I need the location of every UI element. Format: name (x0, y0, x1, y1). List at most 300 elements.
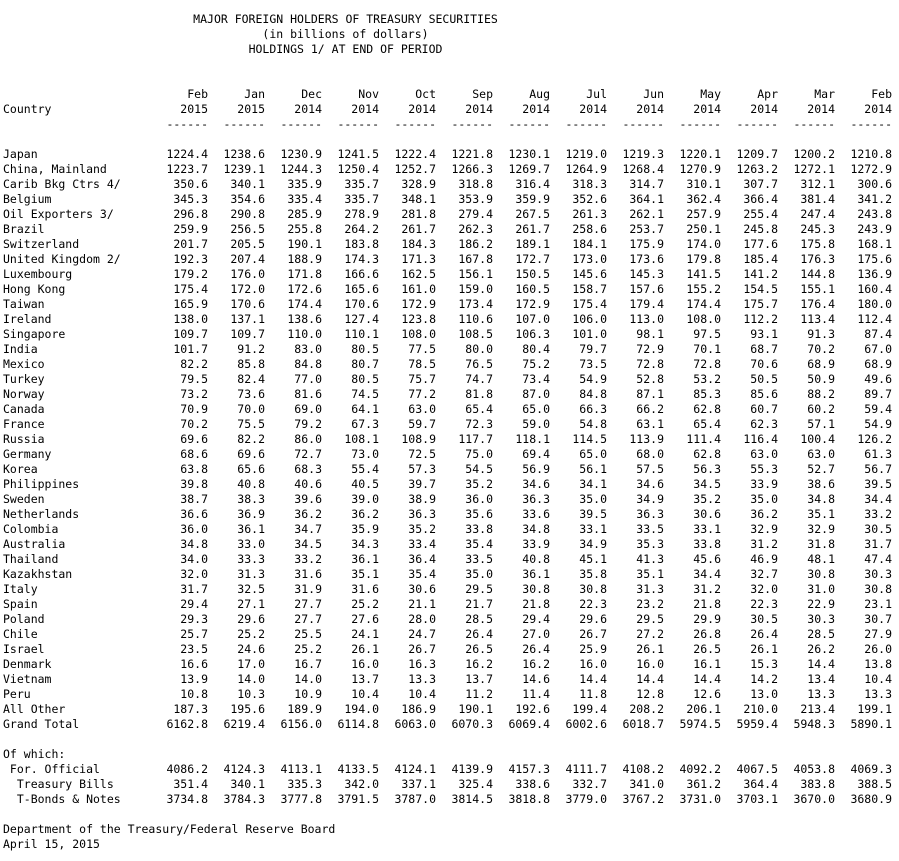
country-name: Grand Total (3, 717, 80, 731)
holding-value: 1222.4 (394, 147, 436, 161)
holding-value: 167.8 (458, 252, 493, 266)
holding-value: 59.4 (864, 402, 892, 416)
column-month-label: Dec (301, 87, 322, 101)
table-row (3, 312, 896, 327)
holding-value: 73.0 (351, 447, 379, 461)
holding-value: 3767.2 (622, 792, 664, 806)
holding-value: 3818.8 (508, 792, 550, 806)
holding-value: 87.0 (522, 387, 550, 401)
column-header-rule: ------ (793, 117, 835, 131)
holding-value: 24.6 (237, 642, 265, 656)
holding-value: 70.0 (237, 402, 265, 416)
holding-value: 68.9 (864, 357, 892, 371)
holding-value: 353.9 (458, 192, 493, 206)
column-month-label: Jun (643, 87, 664, 101)
holding-value: 6162.8 (166, 717, 208, 731)
holding-value: 108.9 (401, 432, 436, 446)
holding-value: 73.4 (522, 372, 550, 386)
holding-value: 332.7 (572, 777, 607, 791)
holding-value: 206.1 (686, 702, 721, 716)
holding-value: 67.3 (351, 417, 379, 431)
holding-value: 13.3 (807, 687, 835, 701)
holding-value: 30.8 (522, 582, 550, 596)
column-year-label: 2014 (579, 102, 607, 116)
holding-value: 55.3 (750, 462, 778, 476)
holding-value: 26.4 (465, 627, 493, 641)
country-name: Poland (3, 612, 45, 626)
table-row (3, 267, 896, 282)
column-month-label: Sep (472, 87, 493, 101)
table-row (3, 582, 896, 597)
holding-value: 185.4 (743, 252, 778, 266)
column-year-label: 2014 (864, 102, 892, 116)
column-year-label: 2014 (636, 102, 664, 116)
column-month-label: Oct (415, 87, 436, 101)
holding-value: 22.9 (807, 597, 835, 611)
holding-value: 351.4 (173, 777, 208, 791)
holding-value: 101.0 (572, 327, 607, 341)
holding-value: 33.3 (237, 552, 265, 566)
holding-value: 10.4 (408, 687, 436, 701)
country-name: Hong Kong (3, 282, 66, 296)
holding-value: 29.4 (522, 612, 550, 626)
holding-value: 1200.2 (793, 147, 835, 161)
holding-value: 52.8 (636, 372, 664, 386)
holding-value: 56.7 (864, 462, 892, 476)
holding-value: 47.4 (864, 552, 892, 566)
holding-value: 13.7 (465, 672, 493, 686)
holding-value: 174.0 (686, 237, 721, 251)
holding-value: 13.3 (864, 687, 892, 701)
holding-value: 36.2 (294, 507, 322, 521)
holding-value: 190.1 (287, 237, 322, 251)
holding-value: 34.4 (864, 492, 892, 506)
holding-value: 201.7 (173, 237, 208, 251)
of-which-row (3, 762, 896, 777)
column-year-label: 2014 (408, 102, 436, 116)
holding-value: 247.4 (800, 207, 835, 221)
holding-value: 53.2 (693, 372, 721, 386)
table-row (3, 672, 896, 687)
holding-value: 3731.0 (679, 792, 721, 806)
column-month-label: Jul (586, 87, 607, 101)
country-name: India (3, 342, 38, 356)
holding-value: 33.2 (294, 552, 322, 566)
holding-value: 72.8 (693, 357, 721, 371)
country-name: Vietnam (3, 672, 52, 686)
holding-value: 62.8 (693, 447, 721, 461)
holding-value: 261.3 (572, 207, 607, 221)
country-name: Australia (3, 537, 66, 551)
holding-value: 75.2 (522, 357, 550, 371)
holding-value: 84.8 (579, 387, 607, 401)
holding-value: 68.9 (807, 357, 835, 371)
holding-value: 176.3 (800, 252, 835, 266)
holding-value: 10.4 (864, 672, 892, 686)
holding-value: 258.6 (572, 222, 607, 236)
report-document (3, 12, 896, 852)
holding-value: 184.3 (401, 237, 436, 251)
table-row (3, 612, 896, 627)
holding-value: 98.1 (636, 327, 664, 341)
holding-value: 6219.4 (223, 717, 265, 731)
table-row (3, 537, 896, 552)
holding-value: 55.4 (351, 462, 379, 476)
holding-value: 156.1 (458, 267, 493, 281)
holding-value: 34.5 (294, 537, 322, 551)
holding-value: 34.5 (693, 477, 721, 491)
holding-value: 144.8 (800, 267, 835, 281)
holding-value: 33.8 (693, 537, 721, 551)
table-row (3, 447, 896, 462)
holding-value: 250.1 (686, 222, 721, 236)
holding-value: 72.9 (636, 342, 664, 356)
table-row (3, 687, 896, 702)
holding-value: 318.8 (458, 177, 493, 191)
holding-value: 300.6 (857, 177, 892, 191)
holding-value: 85.3 (693, 387, 721, 401)
holding-value: 1238.6 (223, 147, 265, 161)
holding-value: 350.6 (173, 177, 208, 191)
holding-value: 172.9 (401, 297, 436, 311)
holding-value: 91.2 (237, 342, 265, 356)
holding-value: 183.8 (344, 237, 379, 251)
holding-value: 16.7 (294, 657, 322, 671)
holding-value: 210.0 (743, 702, 778, 716)
column-year-label: 2014 (522, 102, 550, 116)
country-name: Peru (3, 687, 31, 701)
holding-value: 54.9 (579, 372, 607, 386)
holding-value: 38.7 (180, 492, 208, 506)
table-row (3, 717, 896, 732)
holding-value: 34.6 (522, 477, 550, 491)
holding-value: 50.5 (750, 372, 778, 386)
table-row (3, 522, 896, 537)
holding-value: 340.1 (230, 177, 265, 191)
holding-value: 16.0 (636, 657, 664, 671)
holding-value: 335.4 (287, 192, 322, 206)
table-row (3, 462, 896, 477)
holding-value: 33.2 (864, 507, 892, 521)
holding-value: 245.3 (800, 222, 835, 236)
holding-value: 26.5 (465, 642, 493, 656)
holding-value: 35.0 (465, 567, 493, 581)
holding-value: 192.3 (173, 252, 208, 266)
holding-value: 116.4 (743, 432, 778, 446)
holding-value: 31.9 (294, 582, 322, 596)
holding-value: 110.1 (344, 327, 379, 341)
holding-value: 40.8 (237, 477, 265, 491)
column-header-rule: ------ (622, 117, 664, 131)
holding-value: 31.0 (807, 582, 835, 596)
column-header-rule: ------ (451, 117, 493, 131)
holding-value: 4124.3 (223, 762, 265, 776)
holding-value: 25.9 (579, 642, 607, 656)
holding-value: 162.5 (401, 267, 436, 281)
holding-value: 70.2 (807, 342, 835, 356)
holding-value: 157.6 (629, 282, 664, 296)
column-month-label: May (700, 87, 721, 101)
holding-value: 22.3 (750, 597, 778, 611)
holding-value: 296.8 (173, 207, 208, 221)
holding-value: 1239.1 (223, 162, 265, 176)
holding-value: 4113.1 (280, 762, 322, 776)
holdings-table (3, 147, 896, 732)
holding-value: 34.9 (579, 537, 607, 551)
holding-value: 388.5 (857, 777, 892, 791)
holding-value: 30.6 (408, 582, 436, 596)
country-name: Netherlands (3, 507, 80, 521)
holding-value: 30.5 (864, 522, 892, 536)
holding-value: 33.4 (408, 537, 436, 551)
report-title-block (0, 12, 792, 57)
holding-value: 93.1 (750, 327, 778, 341)
holding-value: 10.3 (237, 687, 265, 701)
holding-value: 325.4 (458, 777, 493, 791)
country-name: China, Mainland (3, 162, 107, 176)
holding-value: 17.0 (237, 657, 265, 671)
holding-value: 1210.8 (850, 147, 892, 161)
holding-value: 36.3 (522, 492, 550, 506)
holding-value: 79.7 (579, 342, 607, 356)
holding-value: 171.8 (287, 267, 322, 281)
holding-value: 3734.8 (166, 792, 208, 806)
holding-value: 338.6 (515, 777, 550, 791)
holding-value: 29.9 (693, 612, 721, 626)
holding-value: 57.5 (636, 462, 664, 476)
holding-value: 3787.0 (394, 792, 436, 806)
holding-value: 3779.0 (565, 792, 607, 806)
holding-value: 6063.0 (394, 717, 436, 731)
holding-value: 36.9 (237, 507, 265, 521)
holding-value: 29.5 (465, 582, 493, 596)
holding-value: 6114.8 (337, 717, 379, 731)
holding-value: 10.9 (294, 687, 322, 701)
holding-value: 30.5 (750, 612, 778, 626)
holding-value: 267.5 (515, 207, 550, 221)
holding-value: 13.0 (750, 687, 778, 701)
holding-value: 60.2 (807, 402, 835, 416)
of-which-row (3, 792, 896, 807)
holding-value: 1270.9 (679, 162, 721, 176)
holding-value: 4086.2 (166, 762, 208, 776)
holding-value: 337.1 (401, 777, 436, 791)
holding-value: 1272.1 (793, 162, 835, 176)
table-row (3, 492, 896, 507)
holding-value: 170.6 (344, 297, 379, 311)
holding-value: 48.1 (807, 552, 835, 566)
holding-value: 33.5 (636, 522, 664, 536)
holding-value: 14.4 (693, 672, 721, 686)
holding-value: 118.1 (515, 432, 550, 446)
release-date: April 15, 2015 (3, 837, 100, 851)
country-name: Turkey (3, 372, 45, 386)
holding-value: 166.6 (344, 267, 379, 281)
holding-value: 30.8 (579, 582, 607, 596)
holding-value: 29.4 (180, 597, 208, 611)
holding-value: 318.3 (572, 177, 607, 191)
holding-value: 281.8 (401, 207, 436, 221)
holding-value: 30.7 (864, 612, 892, 626)
holding-value: 31.3 (636, 582, 664, 596)
holding-value: 39.7 (408, 477, 436, 491)
of-which-table (3, 762, 896, 807)
column-header-rule: ------ (337, 117, 379, 131)
holding-value: 11.2 (465, 687, 493, 701)
column-year-label: 2014 (465, 102, 493, 116)
holding-value: 33.8 (465, 522, 493, 536)
holding-value: 175.8 (800, 237, 835, 251)
holding-value: 81.8 (465, 387, 493, 401)
table-row (3, 207, 896, 222)
holding-value: 70.6 (750, 357, 778, 371)
holding-value: 5974.5 (679, 717, 721, 731)
holding-value: 36.2 (750, 507, 778, 521)
holding-value: 73.5 (579, 357, 607, 371)
holding-value: 40.6 (294, 477, 322, 491)
holding-value: 82.4 (237, 372, 265, 386)
holding-value: 141.2 (743, 267, 778, 281)
holding-value: 207.4 (230, 252, 265, 266)
holding-value: 63.8 (180, 462, 208, 476)
country-name: Canada (3, 402, 45, 416)
holding-value: 27.1 (237, 597, 265, 611)
holding-value: 4108.2 (622, 762, 664, 776)
holding-value: 108.0 (686, 312, 721, 326)
holding-value: 154.5 (743, 282, 778, 296)
holding-value: 145.6 (572, 267, 607, 281)
holding-value: 68.6 (180, 447, 208, 461)
holding-value: 341.2 (857, 192, 892, 206)
holding-value: 33.5 (465, 552, 493, 566)
country-name: Norway (3, 387, 45, 401)
holding-value: 345.3 (173, 192, 208, 206)
holding-value: 3784.3 (223, 792, 265, 806)
holding-value: 86.0 (294, 432, 322, 446)
holding-value: 199.4 (572, 702, 607, 716)
holding-value: 1220.1 (679, 147, 721, 161)
country-name: United Kingdom 2/ (3, 252, 121, 266)
holding-value: 170.6 (230, 297, 265, 311)
holding-value: 31.2 (750, 537, 778, 551)
holding-value: 23.5 (180, 642, 208, 656)
holding-value: 77.0 (294, 372, 322, 386)
holding-value: 10.8 (180, 687, 208, 701)
country-name: Kazakhstan (3, 567, 73, 581)
holding-value: 62.3 (750, 417, 778, 431)
holding-value: 59.0 (522, 417, 550, 431)
holding-value: 72.7 (294, 447, 322, 461)
holding-value: 5948.3 (793, 717, 835, 731)
holding-value: 14.4 (636, 672, 664, 686)
holding-value: 27.7 (294, 612, 322, 626)
holding-value: 73.2 (180, 387, 208, 401)
table-row (3, 222, 896, 237)
holding-value: 56.3 (693, 462, 721, 476)
holding-value: 175.6 (857, 252, 892, 266)
holding-value: 16.1 (693, 657, 721, 671)
country-name: Philippines (3, 477, 80, 491)
table-row (3, 192, 896, 207)
holding-value: 174.4 (686, 297, 721, 311)
holding-value: 117.7 (458, 432, 493, 446)
column-year-label: 2014 (294, 102, 322, 116)
holding-value: 100.4 (800, 432, 835, 446)
table-row (3, 237, 896, 252)
holding-value: 159.0 (458, 282, 493, 296)
holding-value: 34.9 (636, 492, 664, 506)
header-rule-row (3, 117, 896, 132)
holding-value: 31.7 (864, 537, 892, 551)
holding-value: 39.6 (294, 492, 322, 506)
source-note: Department of the Treasury/Federal Reserve Board (3, 822, 336, 836)
holding-value: 39.5 (864, 477, 892, 491)
holding-value: 29.3 (180, 612, 208, 626)
holding-value: 180.0 (857, 297, 892, 311)
holding-value: 33.9 (522, 537, 550, 551)
holding-value: 126.2 (857, 432, 892, 446)
holding-value: 194.0 (344, 702, 379, 716)
column-year-label: 2015 (180, 102, 208, 116)
holding-value: 29.6 (579, 612, 607, 626)
holding-value: 26.8 (693, 627, 721, 641)
country-name: Brazil (3, 222, 45, 236)
column-month-label: Nov (358, 87, 379, 101)
holding-value: 341.0 (629, 777, 664, 791)
holding-value: 35.8 (579, 567, 607, 581)
holding-value: 14.4 (807, 657, 835, 671)
holding-value: 59.7 (408, 417, 436, 431)
column-header-rule: ------ (736, 117, 778, 131)
country-name: All Other (3, 702, 66, 716)
holding-value: 32.9 (807, 522, 835, 536)
holding-value: 16.6 (180, 657, 208, 671)
country-name: Belgium (3, 192, 52, 206)
column-year-label: 2014 (693, 102, 721, 116)
holding-value: 108.1 (344, 432, 379, 446)
column-year-label: 2014 (351, 102, 379, 116)
holding-value: 35.0 (579, 492, 607, 506)
holding-value: 335.9 (287, 177, 322, 191)
holding-value: 137.1 (230, 312, 265, 326)
holding-value: 16.2 (465, 657, 493, 671)
holding-value: 192.6 (515, 702, 550, 716)
holding-value: 63.0 (807, 447, 835, 461)
holding-value: 279.4 (458, 207, 493, 221)
holding-value: 72.5 (408, 447, 436, 461)
table-row (3, 147, 896, 162)
holding-value: 21.1 (408, 597, 436, 611)
holding-value: 65.4 (693, 417, 721, 431)
holding-value: 81.6 (294, 387, 322, 401)
holding-value: 25.2 (237, 627, 265, 641)
holding-value: 39.5 (579, 507, 607, 521)
holding-value: 63.0 (408, 402, 436, 416)
report-title: MAJOR FOREIGN HOLDERS OF TREASURY SECURITIES (193, 12, 498, 26)
of-which-label: Of which: (3, 747, 66, 761)
holding-value: 264.2 (344, 222, 379, 236)
holding-value: 113.9 (629, 432, 664, 446)
holding-value: 34.7 (294, 522, 322, 536)
holding-value: 255.4 (743, 207, 778, 221)
holding-value: 123.8 (401, 312, 436, 326)
holding-value: 25.2 (294, 642, 322, 656)
holding-value: 69.4 (522, 447, 550, 461)
holding-value: 13.3 (408, 672, 436, 686)
column-header-rule: ------ (850, 117, 892, 131)
holding-value: 97.5 (693, 327, 721, 341)
holding-value: 348.1 (401, 192, 436, 206)
